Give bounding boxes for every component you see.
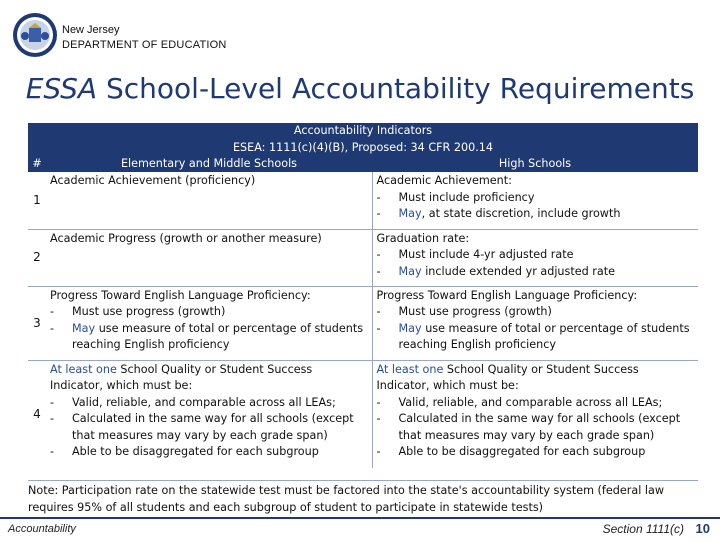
cell-lead: Academic Achievement: <box>376 174 512 187</box>
title-rest: School-Level Accountability Requirements <box>97 72 695 105</box>
cell-lead: At least one School Quality or Student Success Indicator, which must be: <box>50 362 313 392</box>
bullet-item: - Calculated in the same way for all schools (except that measures may vary by each grade span) <box>50 412 354 442</box>
elem-cell <box>46 286 372 360</box>
bullet-item: - May use measure of total or percentage of students reaching English proficiency <box>376 321 690 351</box>
high-cell <box>372 360 698 468</box>
bullet-item: - Valid, reliable, and comparable across all LEAs; <box>50 395 336 409</box>
bullet-item: - Able to be disaggregated for each subgroup <box>376 445 646 458</box>
cell-lead: Progress Toward English Language Proficiency: <box>376 288 638 302</box>
bullet-item: - Must include proficiency <box>376 190 535 204</box>
high-cell <box>372 286 698 360</box>
slide-title <box>0 72 720 105</box>
elem-cell <box>46 229 372 286</box>
cell-lead: At least one School Quality or Student Success Indicator, which must be: <box>376 362 639 392</box>
cell-lead: Graduation rate: <box>376 231 470 245</box>
table-row <box>28 360 698 468</box>
row-number: 4 <box>33 407 41 421</box>
table-row <box>28 286 698 360</box>
title-essa: ESSA <box>25 72 98 105</box>
col-header-number: # <box>28 156 46 172</box>
bullet-item: - May, at state discretion, include growth <box>376 207 621 220</box>
bullet-item: - Calculated in the same way for all schools (except that measures may vary by each grade span) <box>376 412 681 442</box>
row-number: 3 <box>28 286 46 360</box>
elem-cell <box>46 360 372 468</box>
cell-lead: Academic Achievement (proficiency) <box>50 174 256 187</box>
col-header-elementary: Elementary and Middle Schools <box>46 156 372 172</box>
footer-topic: Accountability <box>8 523 76 535</box>
bullet-item: - May include extended yr adjusted rate <box>376 264 616 278</box>
table-row <box>28 172 698 229</box>
elem-cell <box>46 172 372 229</box>
header <box>0 0 720 60</box>
state-seal-icon <box>12 12 58 58</box>
cell-lead: Academic Progress (growth or another measure) <box>50 231 322 245</box>
org-name-line1: New Jersey <box>62 24 120 36</box>
bullet-item: - Must use progress (growth) <box>50 305 226 318</box>
bullet-item: - Must include 4-yr adjusted rate <box>376 248 574 261</box>
high-cell <box>372 229 698 286</box>
bullet-item: - Must use progress (growth) <box>376 305 552 318</box>
footer-section: Section 1111(c) <box>602 522 684 536</box>
table-banner-line1: Accountability Indicators <box>28 123 698 140</box>
page-number: 10 <box>695 521 710 536</box>
row-number: 1 <box>28 172 46 229</box>
bullet-item: - Valid, reliable, and comparable across all LEAs; <box>376 395 663 409</box>
bullet-item: - May use measure of total or percentage of students reaching English proficiency <box>50 321 364 351</box>
footer <box>0 517 720 542</box>
participation-note: Note: Participation rate on the statewide test must be factored into the state's accountability system (federal law requires 95% of all students and each subgroup of student to participate in statewide tests) <box>28 480 698 516</box>
row-number: 2 <box>28 229 46 286</box>
high-cell <box>372 172 698 229</box>
org-name-line2: DEPARTMENT OF EDUCATION <box>62 39 227 51</box>
table-row <box>28 229 698 286</box>
accountability-table <box>28 123 698 468</box>
bullet-item: - Able to be disaggregated for each subgroup <box>50 445 319 458</box>
col-header-high: High Schools <box>372 156 698 172</box>
cell-lead: Progress Toward English Language Proficiency: <box>50 288 311 302</box>
table-banner-line2: ESEA: 1111(c)(4)(B), Proposed: 34 CFR 200.14 <box>28 140 698 157</box>
